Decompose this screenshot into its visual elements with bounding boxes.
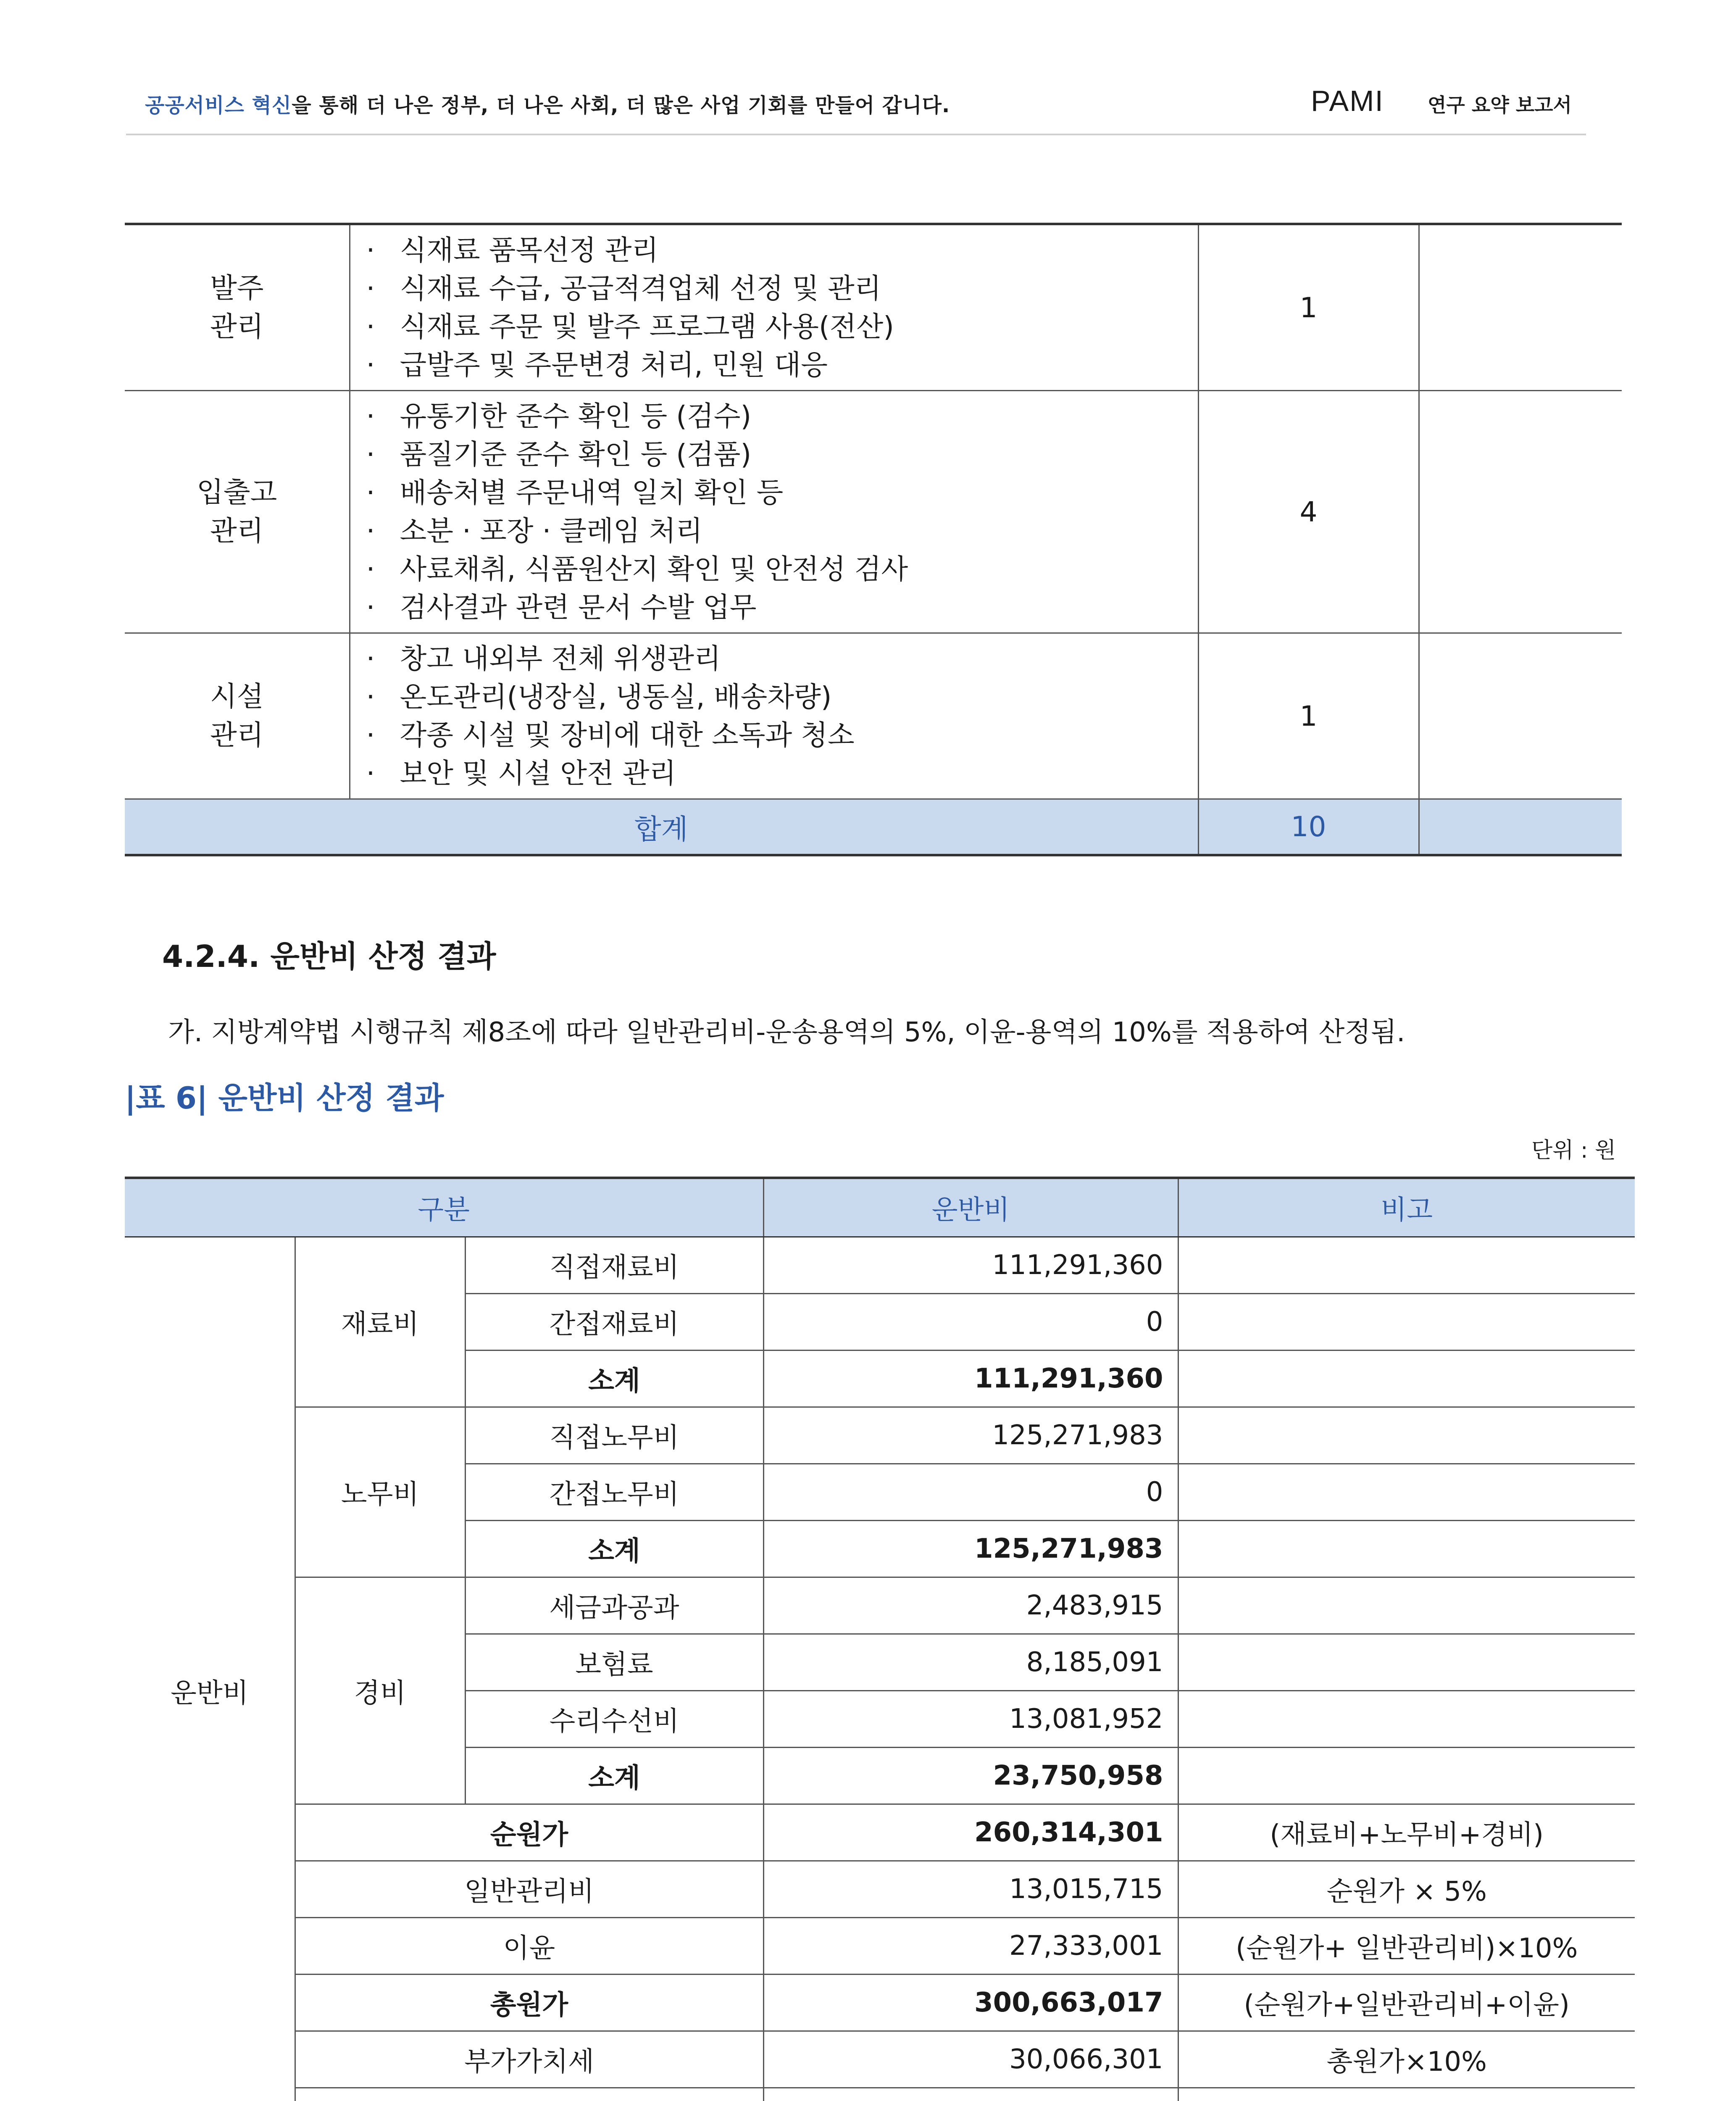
category-cell: 발주 관리 — [125, 224, 350, 391]
row-name: 직접노무비 — [465, 1407, 763, 1464]
empty-cell — [1419, 391, 1622, 633]
count-cell: 4 — [1198, 391, 1419, 633]
row-name: 보험료 — [465, 1634, 763, 1691]
row-amount: 2,483,915 — [763, 1577, 1178, 1634]
list-item: · 식재료 수급, 공급적격업체 선정 및 관리 — [366, 272, 881, 305]
header-doc-type: 연구 요약 보고서 — [1428, 94, 1572, 116]
list-item: · 각종 시설 및 장비에 대한 소독과 청소 — [366, 719, 855, 751]
summary-note: (순원가+ 일반관리비)×10% — [1178, 1918, 1635, 1975]
section-paragraph: 가. 지방계약법 시행규칙 제8조에 따라 일반관리비-운송용역의 5%, 이윤-용역의 10%를 적용하여 산정됨. — [168, 1017, 1405, 1048]
summary-note: 총원가×10% — [1178, 2031, 1635, 2088]
list-item: · 배송처별 주문내역 일치 확인 등 — [366, 477, 784, 509]
row-note — [1178, 1748, 1635, 1804]
row-amount: 0 — [763, 1464, 1178, 1521]
list-item: · 사료채취, 식품원산지 확인 및 안전성 검사 — [366, 553, 908, 585]
slogan-rest: 을 통해 더 나은 정부, 더 나은 사회, 더 많은 사업 기회를 만들어 갑니다. — [292, 94, 950, 117]
summary-amount: 30,066,301 — [763, 2031, 1178, 2088]
transport-cost-table — [125, 1177, 1635, 2101]
row-note — [1178, 1691, 1635, 1748]
header-brand: PAMI — [1311, 84, 1384, 117]
summary-name — [295, 2088, 763, 2101]
list-item: · 창고 내외부 전체 위생관리 — [366, 642, 721, 675]
row-note — [1178, 1521, 1635, 1577]
list-item: · 품질기준 준수 확인 등 (검품) — [366, 438, 752, 471]
row-amount: 8,185,091 — [763, 1634, 1178, 1691]
table-row — [125, 633, 1622, 799]
summary-note — [1178, 2088, 1635, 2101]
row-amount: 111,291,360 — [763, 1237, 1178, 1294]
row-name: 소계 — [465, 1748, 763, 1804]
table-row — [125, 2088, 1635, 2101]
row-amount: 125,271,983 — [763, 1521, 1178, 1577]
header-slogan — [145, 89, 950, 118]
row-amount: 13,081,952 — [763, 1691, 1178, 1748]
row-amount: 111,291,360 — [763, 1351, 1178, 1407]
header-divider — [126, 134, 1586, 135]
row-name: 소계 — [465, 1521, 763, 1577]
summary-name: 이윤 — [295, 1918, 763, 1975]
row-name: 간접노무비 — [465, 1464, 763, 1521]
header-category: 구분 — [125, 1178, 763, 1237]
summary-name: 부가가치세 — [295, 2031, 763, 2088]
group-label-labor: 노무비 — [295, 1407, 465, 1577]
row-note — [1178, 1237, 1635, 1294]
table-header-row — [125, 1178, 1635, 1237]
row-note — [1178, 1294, 1635, 1351]
empty-cell — [1419, 224, 1622, 391]
row-amount: 125,271,983 — [763, 1407, 1178, 1464]
table-row — [125, 1975, 1635, 2031]
section-heading: 4.2.4. 운반비 산정 결과 — [162, 939, 496, 974]
table-row — [125, 1407, 1635, 1464]
row-name: 세금과공과 — [465, 1577, 763, 1634]
items-cell — [350, 633, 1198, 799]
summary-amount: 13,015,715 — [763, 1861, 1178, 1918]
count-cell: 1 — [1198, 224, 1419, 391]
row-amount: 0 — [763, 1294, 1178, 1351]
empty-cell — [1419, 633, 1622, 799]
summary-name: 일반관리비 — [295, 1861, 763, 1918]
outer-label: 운반비 — [125, 1237, 295, 2101]
items-cell — [350, 391, 1198, 633]
items-cell — [350, 224, 1198, 391]
category-cell: 시설 관리 — [125, 633, 350, 799]
summary-note: (순원가+일반관리비+이윤) — [1178, 1975, 1635, 2031]
row-note — [1178, 1577, 1635, 1634]
row-note — [1178, 1634, 1635, 1691]
table-row — [125, 224, 1622, 391]
summary-amount: 300,663,017 — [763, 1975, 1178, 2031]
summary-name: 총원가 — [295, 1975, 763, 2031]
row-name: 간접재료비 — [465, 1294, 763, 1351]
summary-name: 순원가 — [295, 1804, 763, 1861]
group-label-material: 재료비 — [295, 1237, 465, 1407]
table-row — [125, 1918, 1635, 1975]
list-item: · 소분 · 포장 · 클레임 처리 — [366, 515, 703, 547]
row-name: 수리수선비 — [465, 1691, 763, 1748]
table-row — [125, 1577, 1635, 1634]
row-name: 소계 — [465, 1351, 763, 1407]
header-note: 비고 — [1178, 1178, 1635, 1237]
list-item: · 온도관리(냉장실, 냉동실, 배송차량) — [366, 681, 832, 713]
list-item: · 식재료 품목선정 관리 — [366, 234, 659, 266]
count-cell: 1 — [1198, 633, 1419, 799]
row-name: 직접재료비 — [465, 1237, 763, 1294]
row-amount: 23,750,958 — [763, 1748, 1178, 1804]
row-note — [1178, 1407, 1635, 1464]
category-cell: 입출고 관리 — [125, 391, 350, 633]
table-row — [125, 391, 1622, 633]
list-item: · 식재료 주문 및 발주 프로그램 사용(전산) — [366, 311, 894, 343]
table-caption: |표 6| 운반비 산정 결과 — [125, 1080, 444, 1116]
unit-label: 단위 : 원 — [1531, 1138, 1616, 1163]
list-item: · 급발주 및 주문변경 처리, 민원 대응 — [366, 349, 828, 381]
total-row — [125, 799, 1622, 856]
header-amount: 운반비 — [763, 1178, 1178, 1237]
table-row — [125, 1861, 1635, 1918]
row-note — [1178, 1351, 1635, 1407]
table-row — [125, 1804, 1635, 1861]
row-note — [1178, 1464, 1635, 1521]
table-row — [125, 1237, 1635, 1294]
slogan-highlight: 공공서비스 혁신 — [145, 94, 292, 117]
summary-note: 순원가 × 5% — [1178, 1861, 1635, 1918]
list-item: · 유통기한 준수 확인 등 (검수) — [366, 400, 752, 432]
table-row — [125, 2031, 1635, 2088]
duty-table — [125, 223, 1622, 856]
total-label: 합계 — [125, 799, 1198, 856]
empty-cell — [1419, 799, 1622, 856]
list-item: · 보안 및 시설 안전 관리 — [366, 757, 676, 790]
group-label-expense: 경비 — [295, 1577, 465, 1804]
summary-amount — [763, 2088, 1178, 2101]
summary-amount: 27,333,001 — [763, 1918, 1178, 1975]
list-item: · 검사결과 관련 문서 수발 업무 — [366, 591, 757, 624]
total-value: 10 — [1198, 799, 1419, 856]
summary-amount: 260,314,301 — [763, 1804, 1178, 1861]
summary-note: (재료비+노무비+경비) — [1178, 1804, 1635, 1861]
